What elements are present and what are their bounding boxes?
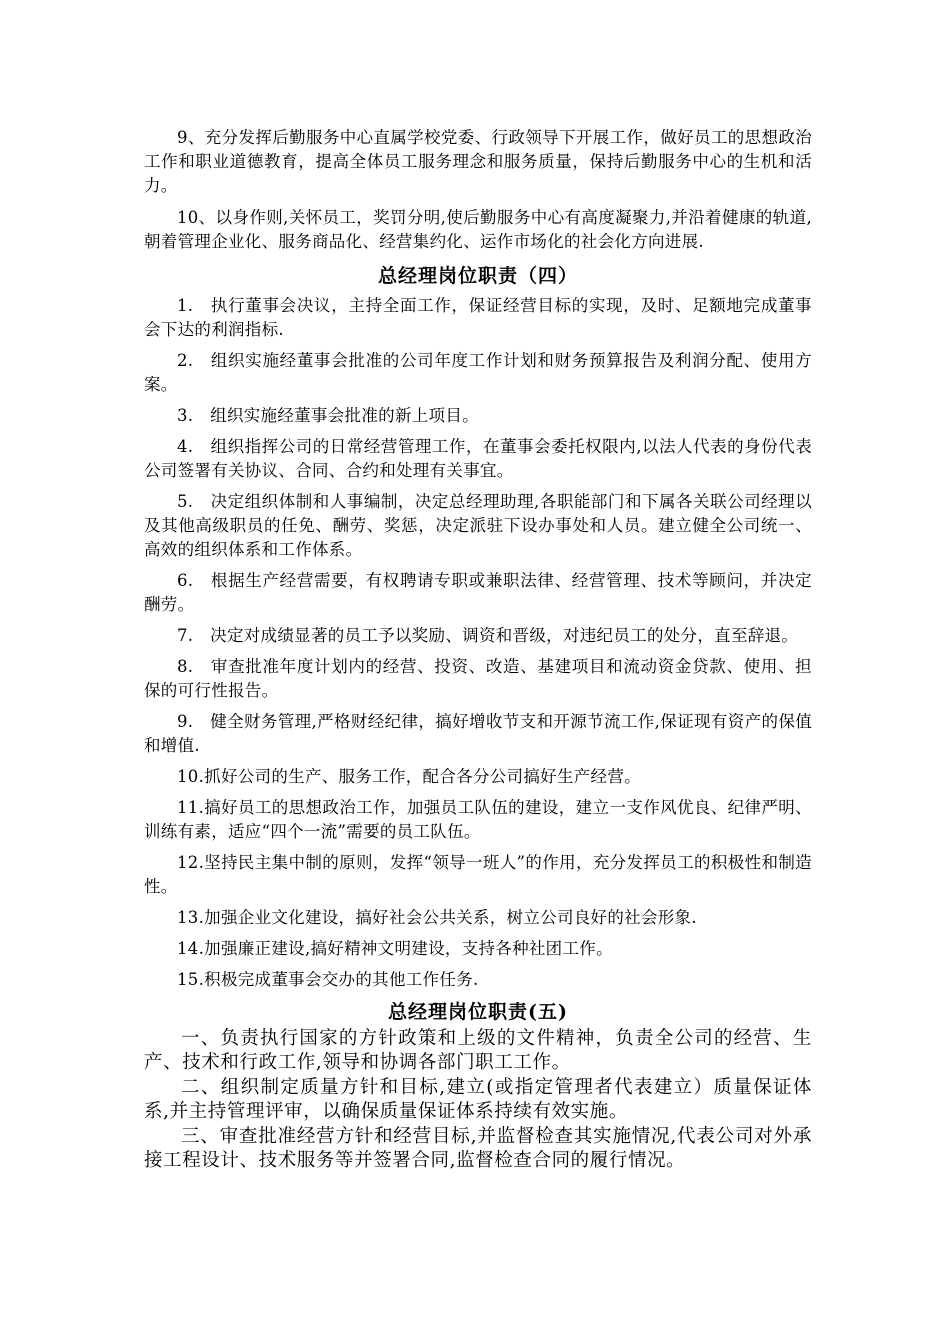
intro-paragraph-10: 10、以身作则,关怀员工，奖罚分明,使后勤服务中心有高度凝聚力,并沿着健康的轨道,朝着管理企业化、服务商品化、经营集约化、运作市场化的社会化方向进展.: [144, 208, 812, 251]
section-four-item-1: 1. 执行董事会决议，主持全面工作，保证经营目标的实现，及时、足额地完成董事会下达的利润指标.: [144, 296, 812, 339]
section-four-item-3: 3. 组织实施经董事会批准的新上项目。: [177, 406, 479, 425]
intro-section: [144, 126, 812, 254]
section-five-item-1: 一、负责执行国家的方针政策和上级的文件精神，负责全公司的经营、生产、技术和行政工作,领导和协调各部门职工工作。: [144, 1028, 812, 1073]
section-four-item-2: 2. 组织实施经董事会批准的公司年度工作计划和财务预算报告及利润分配、使用方案。: [144, 351, 812, 394]
section-five-item-3: 三、审查批准经营方针和经营目标,并监督检查其实施情况,代表公司对外承接工程设计、技术服务等并签署合同,监督检查合同的履行情况。: [144, 1126, 812, 1171]
section-four-list: [144, 294, 812, 992]
section-four-item-7: 7. 决定对成绩显著的员工予以奖励、调资和晋级，对违纪员工的处分，直至辞退。: [177, 626, 799, 645]
document-page: [144, 126, 812, 1174]
section-four-item-6: 6. 根据生产经营需要，有权聘请专职或兼职法律、经营管理、技术等顾问，并决定酬劳。: [144, 571, 812, 614]
section-four-item-8: 8. 审查批准年度计划内的经营、投资、改造、基建项目和流动资金贷款、使用、担保的可行性报告。: [144, 657, 812, 700]
section-five-title: 总经理岗位职责(五): [388, 1001, 568, 1023]
section-four-item-12: 12.坚持民主集中制的原则，发挥“领导一班人”的作用，充分发挥员工的积极性和制造性。: [144, 853, 812, 896]
section-five-item-2: 二、组织制定质量方针和目标,建立(或指定管理者代表建立）质量保证体系,并主持管理评审，以确保质量保证体系持续有效实施。: [144, 1077, 812, 1122]
section-four-item-4: 4. 组织指挥公司的日常经营管理工作，在董事会委托权限内,以法人代表的身份代表公司签署有关协议、合同、合约和处理有关事宜。: [144, 437, 812, 480]
intro-paragraph-9: 9、充分发挥后勤服务中心直属学校党委、行政领导下开展工作，做好员工的思想政治工作和职业道德教育，提高全体员工服务理念和服务质量，保持后勤服务中心的生机和活力。: [144, 128, 812, 195]
section-four-item-11: 11.搞好员工的思想政治工作，加强员工队伍的建设，建立一支作风优良、纪律严明、训练有素，适应“四个一流”需要的员工队伍。: [144, 798, 812, 841]
section-four-item-14: 14.加强廉正建设,搞好精神文明建设，支持各种社团工作。: [177, 939, 613, 958]
section-four-title: 总经理岗位职责（四）: [377, 265, 578, 287]
section-five-list: [144, 1027, 812, 1173]
section-four-item-9: 9. 健全财务管理,严格财经纪律，搞好增收节支和开源节流工作,保证现有资产的保值和增值.: [144, 712, 812, 755]
section-four-item-15: 15.积极完成董事会交办的其他工作任务.: [177, 970, 479, 989]
section-four-item-5: 5. 决定组织体制和人事编制，决定总经理助理,各职能部门和下属各关联公司经理以及其他高级职员的任免、酬劳、奖惩，决定派驻下设办事处和人员。建立健全公司统一、高效的组织体系和工作体系。: [144, 492, 812, 559]
section-four-item-10: 10.抓好公司的生产、服务工作，配合各分公司搞好生产经营。: [177, 767, 641, 786]
section-four-item-13: 13.加强企业文化建设，搞好社会公共关系，树立公司良好的社会形象.: [177, 908, 697, 927]
